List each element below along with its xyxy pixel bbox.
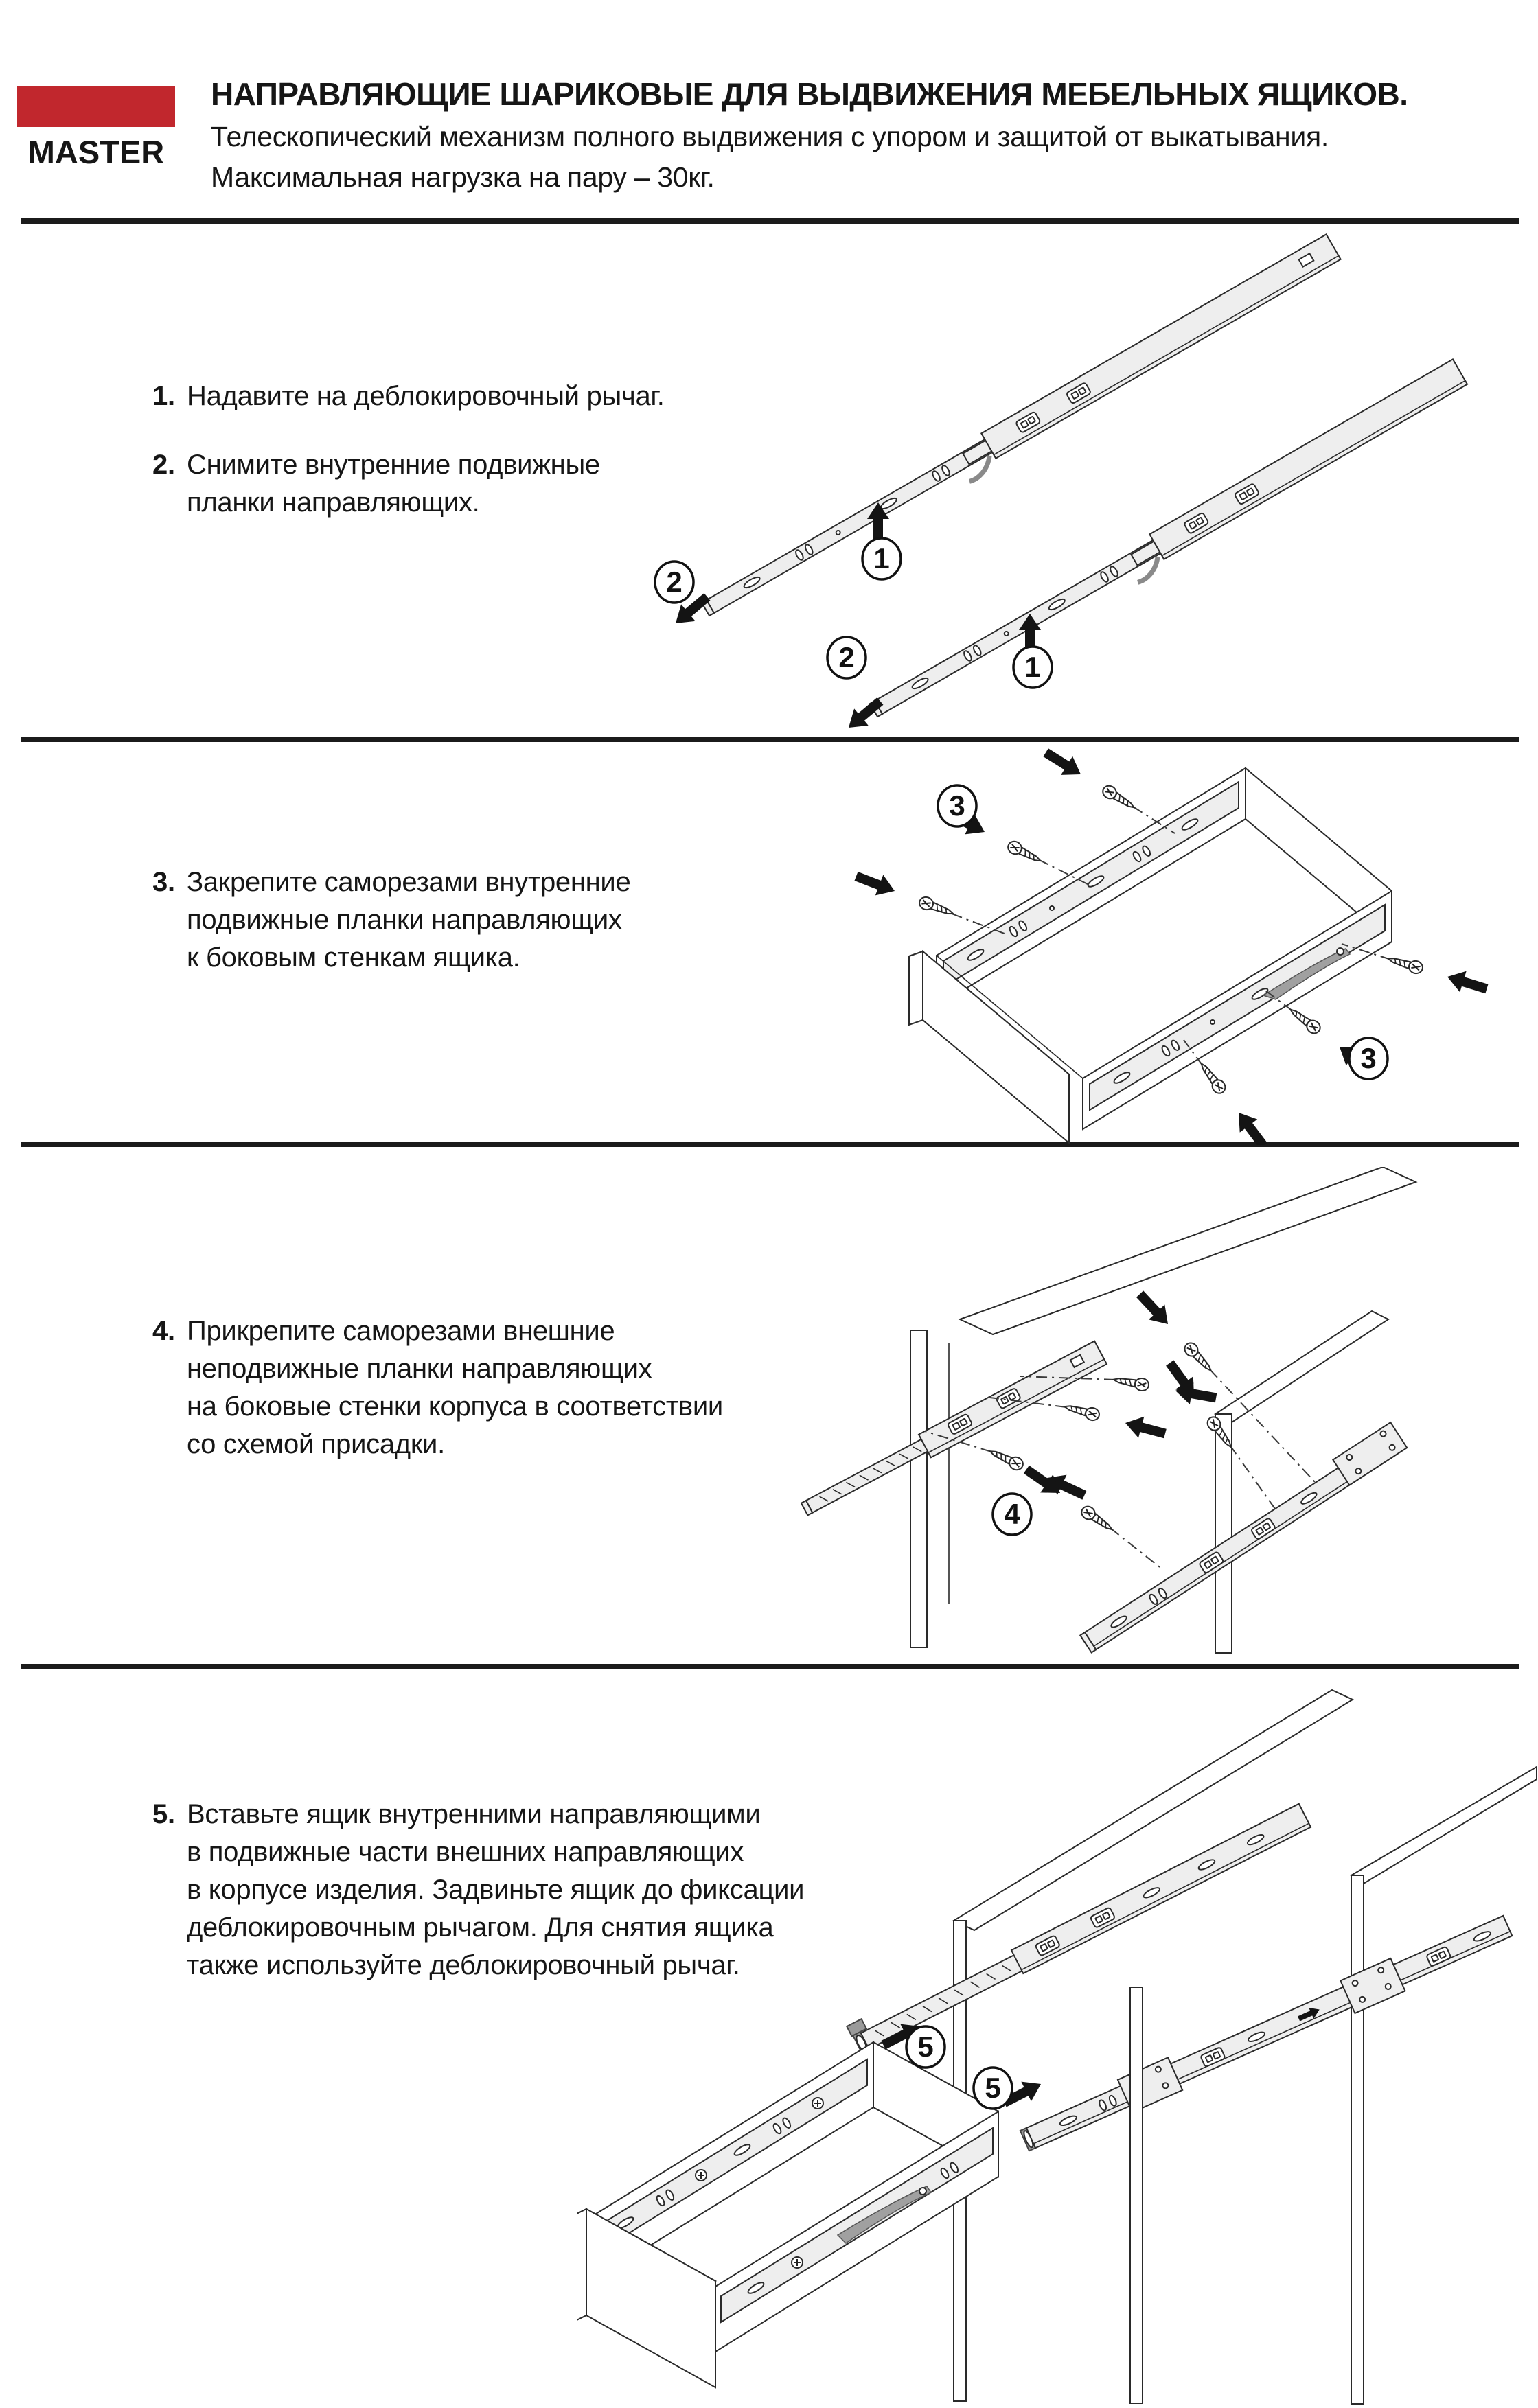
screw-icon bbox=[1287, 1005, 1322, 1037]
step-text-line: к боковым стенкам ящика. bbox=[187, 942, 520, 973]
step-text-line: на боковые стенки корпуса в соответствии bbox=[187, 1391, 723, 1422]
svg-text:4: 4 bbox=[1004, 1498, 1020, 1530]
doc-subtitle-2: Максимальная нагрузка на пару – 30кг. bbox=[211, 161, 715, 193]
doc-subtitle-1: Телескопический механизм полного выдвижения с упором и защитой от выкатывания. bbox=[211, 121, 1329, 152]
step-3-text bbox=[152, 864, 630, 977]
step4-diagram bbox=[776, 1167, 1538, 1664]
screw-icon bbox=[987, 1446, 1025, 1472]
drawer-box bbox=[909, 768, 1392, 1143]
svg-text:3: 3 bbox=[949, 789, 965, 822]
cabinet-mid-stile bbox=[1130, 1987, 1143, 2403]
screw-icon bbox=[1182, 1341, 1216, 1375]
step-text-line: планки направляющих. bbox=[187, 487, 480, 518]
callout-2-badge bbox=[827, 637, 866, 678]
step-number: 3. bbox=[152, 867, 175, 897]
step-text-line: Вставьте ящик внутренними направляющими bbox=[187, 1799, 761, 1829]
step-text-line: Снимите внутренние подвижные bbox=[187, 450, 600, 480]
step-4-text bbox=[152, 1312, 723, 1463]
callout-4-badge bbox=[993, 1494, 1031, 1535]
screw-arrow-icon bbox=[852, 866, 898, 901]
page-title: НАПРАВЛЯЮЩИЕ ШАРИКОВЫЕ ДЛЯ ВЫДВИЖЕНИЯ МЕБЕЛЬНЫХ ЯЩИКОВ. bbox=[211, 76, 1408, 112]
cabinet-rail-right bbox=[1018, 1910, 1515, 2157]
drawer-box bbox=[577, 2042, 1001, 2387]
callout-1-badge bbox=[862, 538, 901, 579]
step5-diagram bbox=[577, 1675, 1538, 2405]
step3-diagram bbox=[851, 748, 1538, 1145]
screw-icon bbox=[1063, 1400, 1101, 1422]
screw-icon bbox=[1101, 783, 1138, 813]
step-number: 4. bbox=[152, 1316, 175, 1346]
screw-icon bbox=[1197, 1060, 1228, 1096]
cabinet-rail-extended bbox=[847, 1798, 1311, 2056]
step-number: 1. bbox=[152, 381, 175, 411]
callout-2-badge bbox=[655, 562, 693, 603]
callout-3-badge bbox=[1349, 1038, 1388, 1079]
screw-arrow-icon bbox=[1123, 1413, 1168, 1444]
step-text-line: также используйте деблокировочный рычаг. bbox=[187, 1950, 740, 1980]
screw-icon bbox=[1112, 1374, 1149, 1392]
step-text-line: в корпусе изделия. Задвиньте ящик до фиксации bbox=[187, 1875, 805, 1905]
step-text-line: со схемой присадки. bbox=[187, 1429, 445, 1459]
cabinet-rail-detached bbox=[1075, 1422, 1408, 1652]
header bbox=[211, 76, 1447, 194]
step-text-line: в подвижные части внешних направляющих bbox=[187, 1837, 744, 1867]
screw-icon bbox=[1006, 839, 1044, 866]
step-text-line: подвижные планки направляющих bbox=[187, 905, 622, 935]
svg-text:2: 2 bbox=[838, 641, 855, 673]
svg-text:3: 3 bbox=[1360, 1042, 1377, 1074]
svg-text:1: 1 bbox=[873, 542, 890, 575]
callout-3-badge bbox=[938, 785, 976, 826]
svg-text:5: 5 bbox=[985, 2072, 1001, 2104]
screw-icon bbox=[1386, 953, 1424, 975]
screw-icon bbox=[1079, 1504, 1116, 1535]
section-divider bbox=[21, 218, 1519, 224]
brand-logo bbox=[17, 86, 175, 127]
step-2-text bbox=[152, 446, 600, 522]
step-number: 2. bbox=[152, 450, 175, 480]
section-divider bbox=[21, 1664, 1519, 1669]
screw-arrow-icon bbox=[1230, 1106, 1272, 1145]
callout-5-badge bbox=[974, 2068, 1012, 2109]
step-text-line: Закрепите саморезами внутренние bbox=[187, 867, 631, 897]
callout-1-badge bbox=[1013, 647, 1052, 688]
svg-text:1: 1 bbox=[1024, 651, 1041, 683]
step1-diagram bbox=[618, 227, 1538, 738]
step-text-line: неподвижные планки направляющих bbox=[187, 1354, 652, 1384]
drawer-slide-upper bbox=[698, 234, 1344, 628]
step-text-line: деблокировочным рычагом. Для снятия ящика bbox=[187, 1912, 774, 1943]
step-text-line: Надавите на деблокировочный рычаг. bbox=[187, 381, 665, 411]
screw-arrow-icon bbox=[1444, 966, 1490, 999]
screw-icon bbox=[917, 895, 955, 919]
svg-text:5: 5 bbox=[917, 2030, 934, 2063]
cabinet-rail-mounted bbox=[799, 1341, 1107, 1522]
brand-name: MASTER bbox=[27, 134, 165, 170]
step-number: 5. bbox=[152, 1799, 175, 1829]
drawer-slide-lower bbox=[866, 359, 1471, 729]
step-text-line: Прикрепите саморезами внешние bbox=[187, 1316, 615, 1346]
screw-arrow-icon bbox=[1132, 1286, 1175, 1332]
screw-arrow-icon bbox=[1040, 748, 1087, 784]
step-1-text bbox=[152, 378, 665, 415]
callout-5-badge bbox=[906, 2026, 945, 2068]
svg-text:2: 2 bbox=[666, 566, 682, 598]
